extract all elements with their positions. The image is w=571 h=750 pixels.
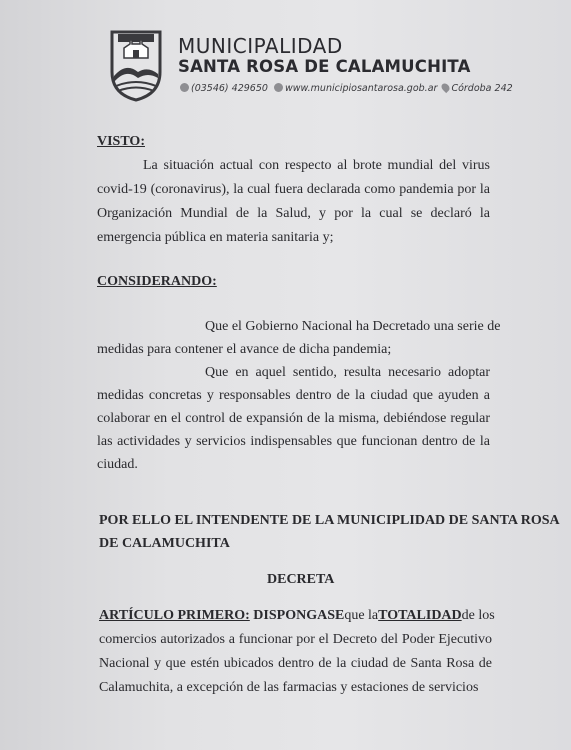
considerando-line: medidas concretas y responsables dentro de la ciudad que ayuden a	[97, 388, 490, 403]
phone-number: (03546) 429650	[191, 83, 268, 94]
considerando-line: Que en aquel sentido, resulta necesario adoptar	[205, 365, 490, 380]
articulo-totalidad: TOTALIDAD	[378, 608, 462, 623]
contact-line	[180, 83, 513, 94]
municipality-title: MUNICIPALIDAD	[178, 34, 343, 58]
municipality-subtitle: SANTA ROSA DE CALAMUCHITA	[178, 57, 471, 76]
articulo-label: ARTÍCULO PRIMERO:	[99, 608, 250, 623]
articulo-que-la: que la	[344, 608, 379, 623]
articulo-de-los: de los	[461, 608, 495, 623]
considerando-line: ciudad.	[97, 457, 138, 472]
website: www.municipiosantarosa.gob.ar	[284, 83, 438, 94]
considerando-line: medidas para contener el avance de dicha pandemia;	[97, 342, 392, 357]
decreta-heading: DECRETA	[267, 572, 335, 587]
phone-icon	[180, 83, 189, 92]
visto-heading: VISTO:	[97, 134, 145, 149]
address: Córdoba 242	[451, 83, 513, 94]
visto-line: La situación actual con respecto al brote mundial del virus	[143, 158, 490, 173]
por-ello-line: DE CALAMUCHITA	[99, 536, 230, 551]
articulo-verb: DISPONGASE	[253, 608, 345, 623]
visto-line: emergencia pública en materia sanitaria y;	[97, 230, 334, 245]
articulo-line: comercios autorizados a funcionar por el Decreto del Poder Ejecutivo	[99, 632, 492, 647]
location-pin-icon	[440, 82, 451, 93]
municipal-shield-icon	[108, 28, 164, 102]
visto-line: Organización Mundial de la Salud, y por la cual se declaró la	[97, 206, 490, 221]
visto-line: covid-19 (coronavirus), la cual fuera declarada como pandemia por la	[97, 182, 490, 197]
globe-icon	[274, 83, 283, 92]
articulo-line: Calamuchita, a excepción de las farmacias y estaciones de servicios	[99, 680, 479, 695]
letterhead	[108, 28, 513, 108]
articulo-line: Nacional y que estén ubicados dentro de la ciudad de Santa Rosa de	[99, 656, 492, 671]
considerando-line: Que el Gobierno Nacional ha Decretado una serie de	[205, 319, 501, 334]
por-ello-line: POR ELLO EL INTENDENTE DE LA MUNICIPLIDAD DE SANTA ROSA	[99, 513, 560, 528]
considerando-line: colaborar en el control de expansión de la misma, debiéndose regular	[97, 411, 490, 426]
considerando-heading: CONSIDERANDO:	[97, 274, 217, 289]
articulo-first-line	[99, 604, 495, 627]
considerando-line: las actividades y servicios indispensables que funcionan dentro de la	[97, 434, 490, 449]
